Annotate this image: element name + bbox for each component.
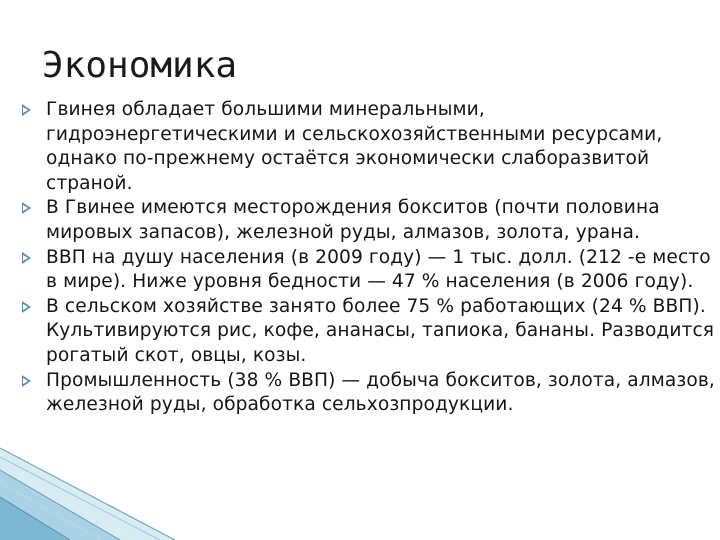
bullet-text: Промышленность (38 % ВВП) — добыча бокситов, золота, алмазов, железной руды, обработка сельхозпродукции. xyxy=(46,369,715,416)
bullet-item xyxy=(20,246,716,295)
bullet-text: ВВП на душу населения (в 2009 году) — 1 тыс. долл. (212 -е место в мире). Ниже уровня бедности — 47 % населения (в 2006 году). xyxy=(46,246,711,293)
bullet-item xyxy=(20,98,716,196)
triangle-arrow-icon xyxy=(22,301,31,313)
bullet-item xyxy=(20,369,716,418)
bullet-item xyxy=(20,196,716,245)
triangle-arrow-icon xyxy=(22,104,31,116)
bullet-text: В сельском хозяйстве занято более 75 % работающих (24 % ВВП). Культивируются рис, кофе, ананасы, тапиока, бананы. Разводится рогатый скот, овцы, козы. xyxy=(46,295,715,366)
triangle-arrow-icon xyxy=(22,375,31,387)
triangle-arrow-icon xyxy=(22,202,31,214)
slide-title: Экономика xyxy=(42,45,238,86)
bullet-text: В Гвинее имеются месторождения бокситов (почти половина мировых запасов), железной руды, алмазов, золота, урана. xyxy=(46,197,660,243)
bullet-text: Гвинея обладает большими минеральными, гидроэнергетическими и сельскохозяйственными ресурсами, однако по-прежнему остаётся экономически слаборазвитой страной. xyxy=(46,99,663,194)
bullet-list xyxy=(20,98,716,418)
bullet-item xyxy=(20,295,716,369)
triangle-arrow-icon xyxy=(22,252,31,264)
